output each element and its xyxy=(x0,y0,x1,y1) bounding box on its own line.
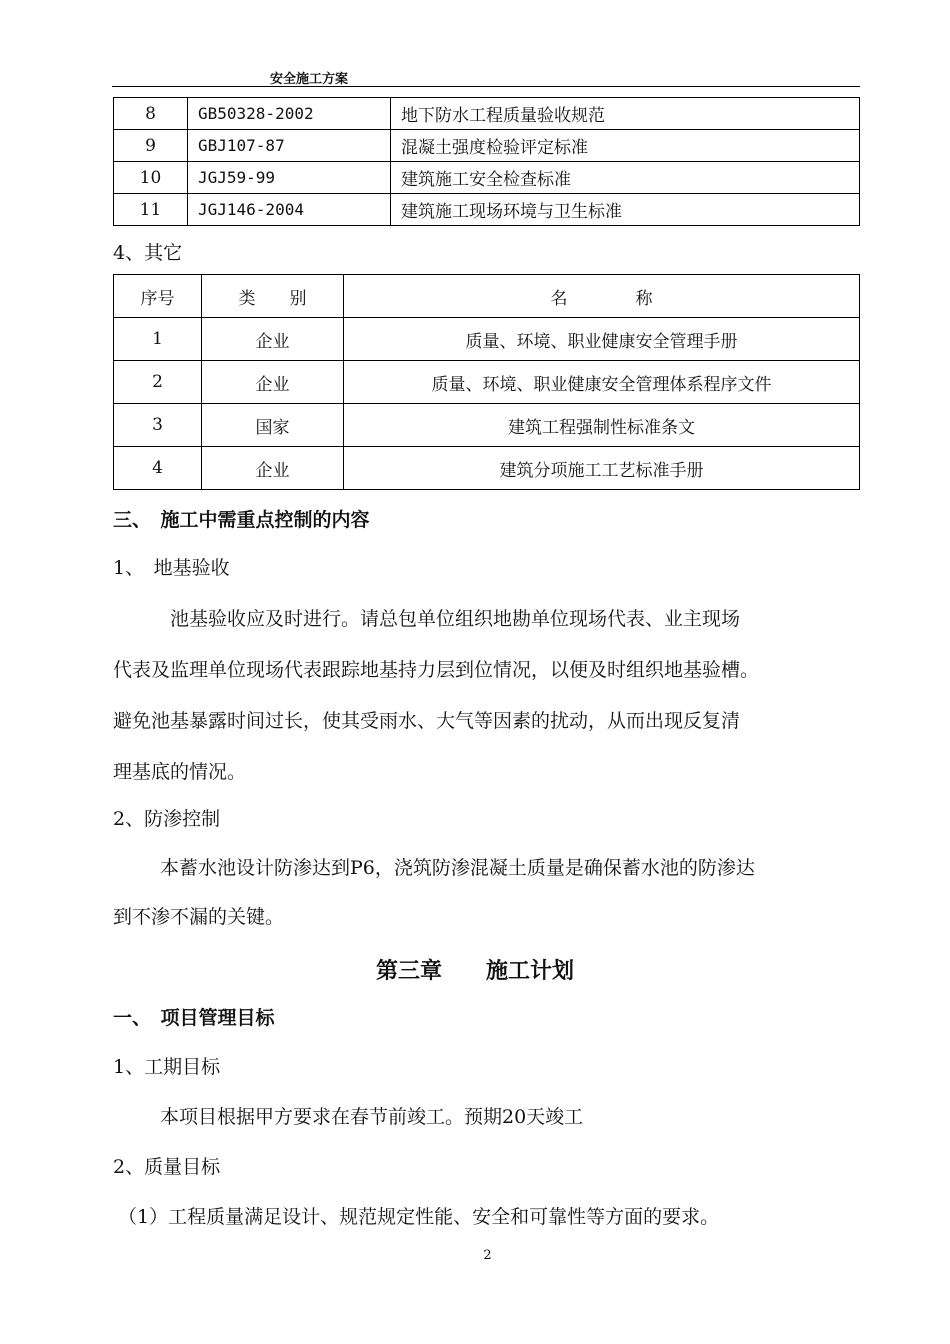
header-rule xyxy=(112,86,860,87)
other-documents-table xyxy=(113,274,860,490)
table-row xyxy=(114,404,860,447)
standards-table xyxy=(113,97,860,226)
subheading-schedule-goal: 1、工期目标 xyxy=(113,1056,221,1078)
paragraph-line: 本蓄水池设计防渗达到P6，浇筑防渗混凝土质量是确保蓄水池的防渗达 xyxy=(160,857,755,879)
doc-name: 建筑工程强制性标准条文 xyxy=(344,404,860,447)
standard-name: 地下防水工程质量验收规范 xyxy=(391,98,860,130)
paragraph-line: 到不渗不漏的关键。 xyxy=(113,906,285,928)
standard-code: JGJ146-2004 xyxy=(188,194,391,226)
table-row xyxy=(114,194,860,226)
doc-no: 3 xyxy=(114,404,202,447)
subheading-foundation-acceptance: 1、 地基验收 xyxy=(113,557,230,579)
standard-code: GBJ107-87 xyxy=(188,130,391,162)
standard-no: 8 xyxy=(114,98,188,130)
paragraph-line: 池基验收应及时进行。请总包单位组织地勘单位现场代表、业主现场 xyxy=(170,608,741,630)
table-row xyxy=(114,447,860,490)
standard-no: 9 xyxy=(114,130,188,162)
standard-name: 建筑施工现场环境与卫生标准 xyxy=(391,194,860,226)
table-header-row xyxy=(114,275,860,318)
doc-name: 质量、环境、职业健康安全管理体系程序文件 xyxy=(344,361,860,404)
doc-name: 质量、环境、职业健康安全管理手册 xyxy=(344,318,860,361)
page-number: 2 xyxy=(483,1248,492,1263)
column-header-name: 名 称 xyxy=(344,275,860,318)
standard-code: GB50328-2002 xyxy=(188,98,391,130)
doc-category: 企业 xyxy=(202,361,344,404)
doc-no: 4 xyxy=(114,447,202,490)
paragraph-line: 避免池基暴露时间过长，使其受雨水、大气等因素的扰动，从而出现反复清 xyxy=(113,710,741,732)
table-row xyxy=(114,130,860,162)
table-row xyxy=(114,361,860,404)
doc-category: 国家 xyxy=(202,404,344,447)
table-row xyxy=(114,162,860,194)
chapter-title: 第三章 施工计划 xyxy=(375,959,574,984)
doc-category: 企业 xyxy=(202,447,344,490)
section-heading-key-controls: 三、 施工中需重点控制的内容 xyxy=(113,509,370,531)
paragraph-line: （1）工程质量满足设计、规范规定性能、安全和可靠性等方面的要求。 xyxy=(118,1206,720,1228)
table-row xyxy=(114,318,860,361)
section-heading-other: 4、其它 xyxy=(113,242,183,264)
standard-no: 11 xyxy=(114,194,188,226)
table-row xyxy=(114,98,860,130)
subheading-seepage-control: 2、防渗控制 xyxy=(113,808,221,830)
standard-code: JGJ59-99 xyxy=(188,162,391,194)
doc-no: 2 xyxy=(114,361,202,404)
doc-category: 企业 xyxy=(202,318,344,361)
document-header-title: 安全施工方案 xyxy=(270,72,349,87)
standard-name: 建筑施工安全检查标准 xyxy=(391,162,860,194)
column-header-category: 类 别 xyxy=(202,275,344,318)
paragraph-line: 理基底的情况。 xyxy=(113,761,247,783)
doc-name: 建筑分项施工工艺标准手册 xyxy=(344,447,860,490)
subheading-quality-goal: 2、质量目标 xyxy=(113,1156,221,1178)
standard-name: 混凝土强度检验评定标准 xyxy=(391,130,860,162)
doc-no: 1 xyxy=(114,318,202,361)
section-heading-management-goals: 一、 项目管理目标 xyxy=(113,1007,275,1029)
standard-no: 10 xyxy=(114,162,188,194)
paragraph-line: 本项目根据甲方要求在春节前竣工。预期20天竣工 xyxy=(160,1106,584,1128)
paragraph-line: 代表及监理单位现场代表跟踪地基持力层到位情况，以便及时组织地基验槽。 xyxy=(113,659,760,681)
column-header-no: 序号 xyxy=(114,275,202,318)
